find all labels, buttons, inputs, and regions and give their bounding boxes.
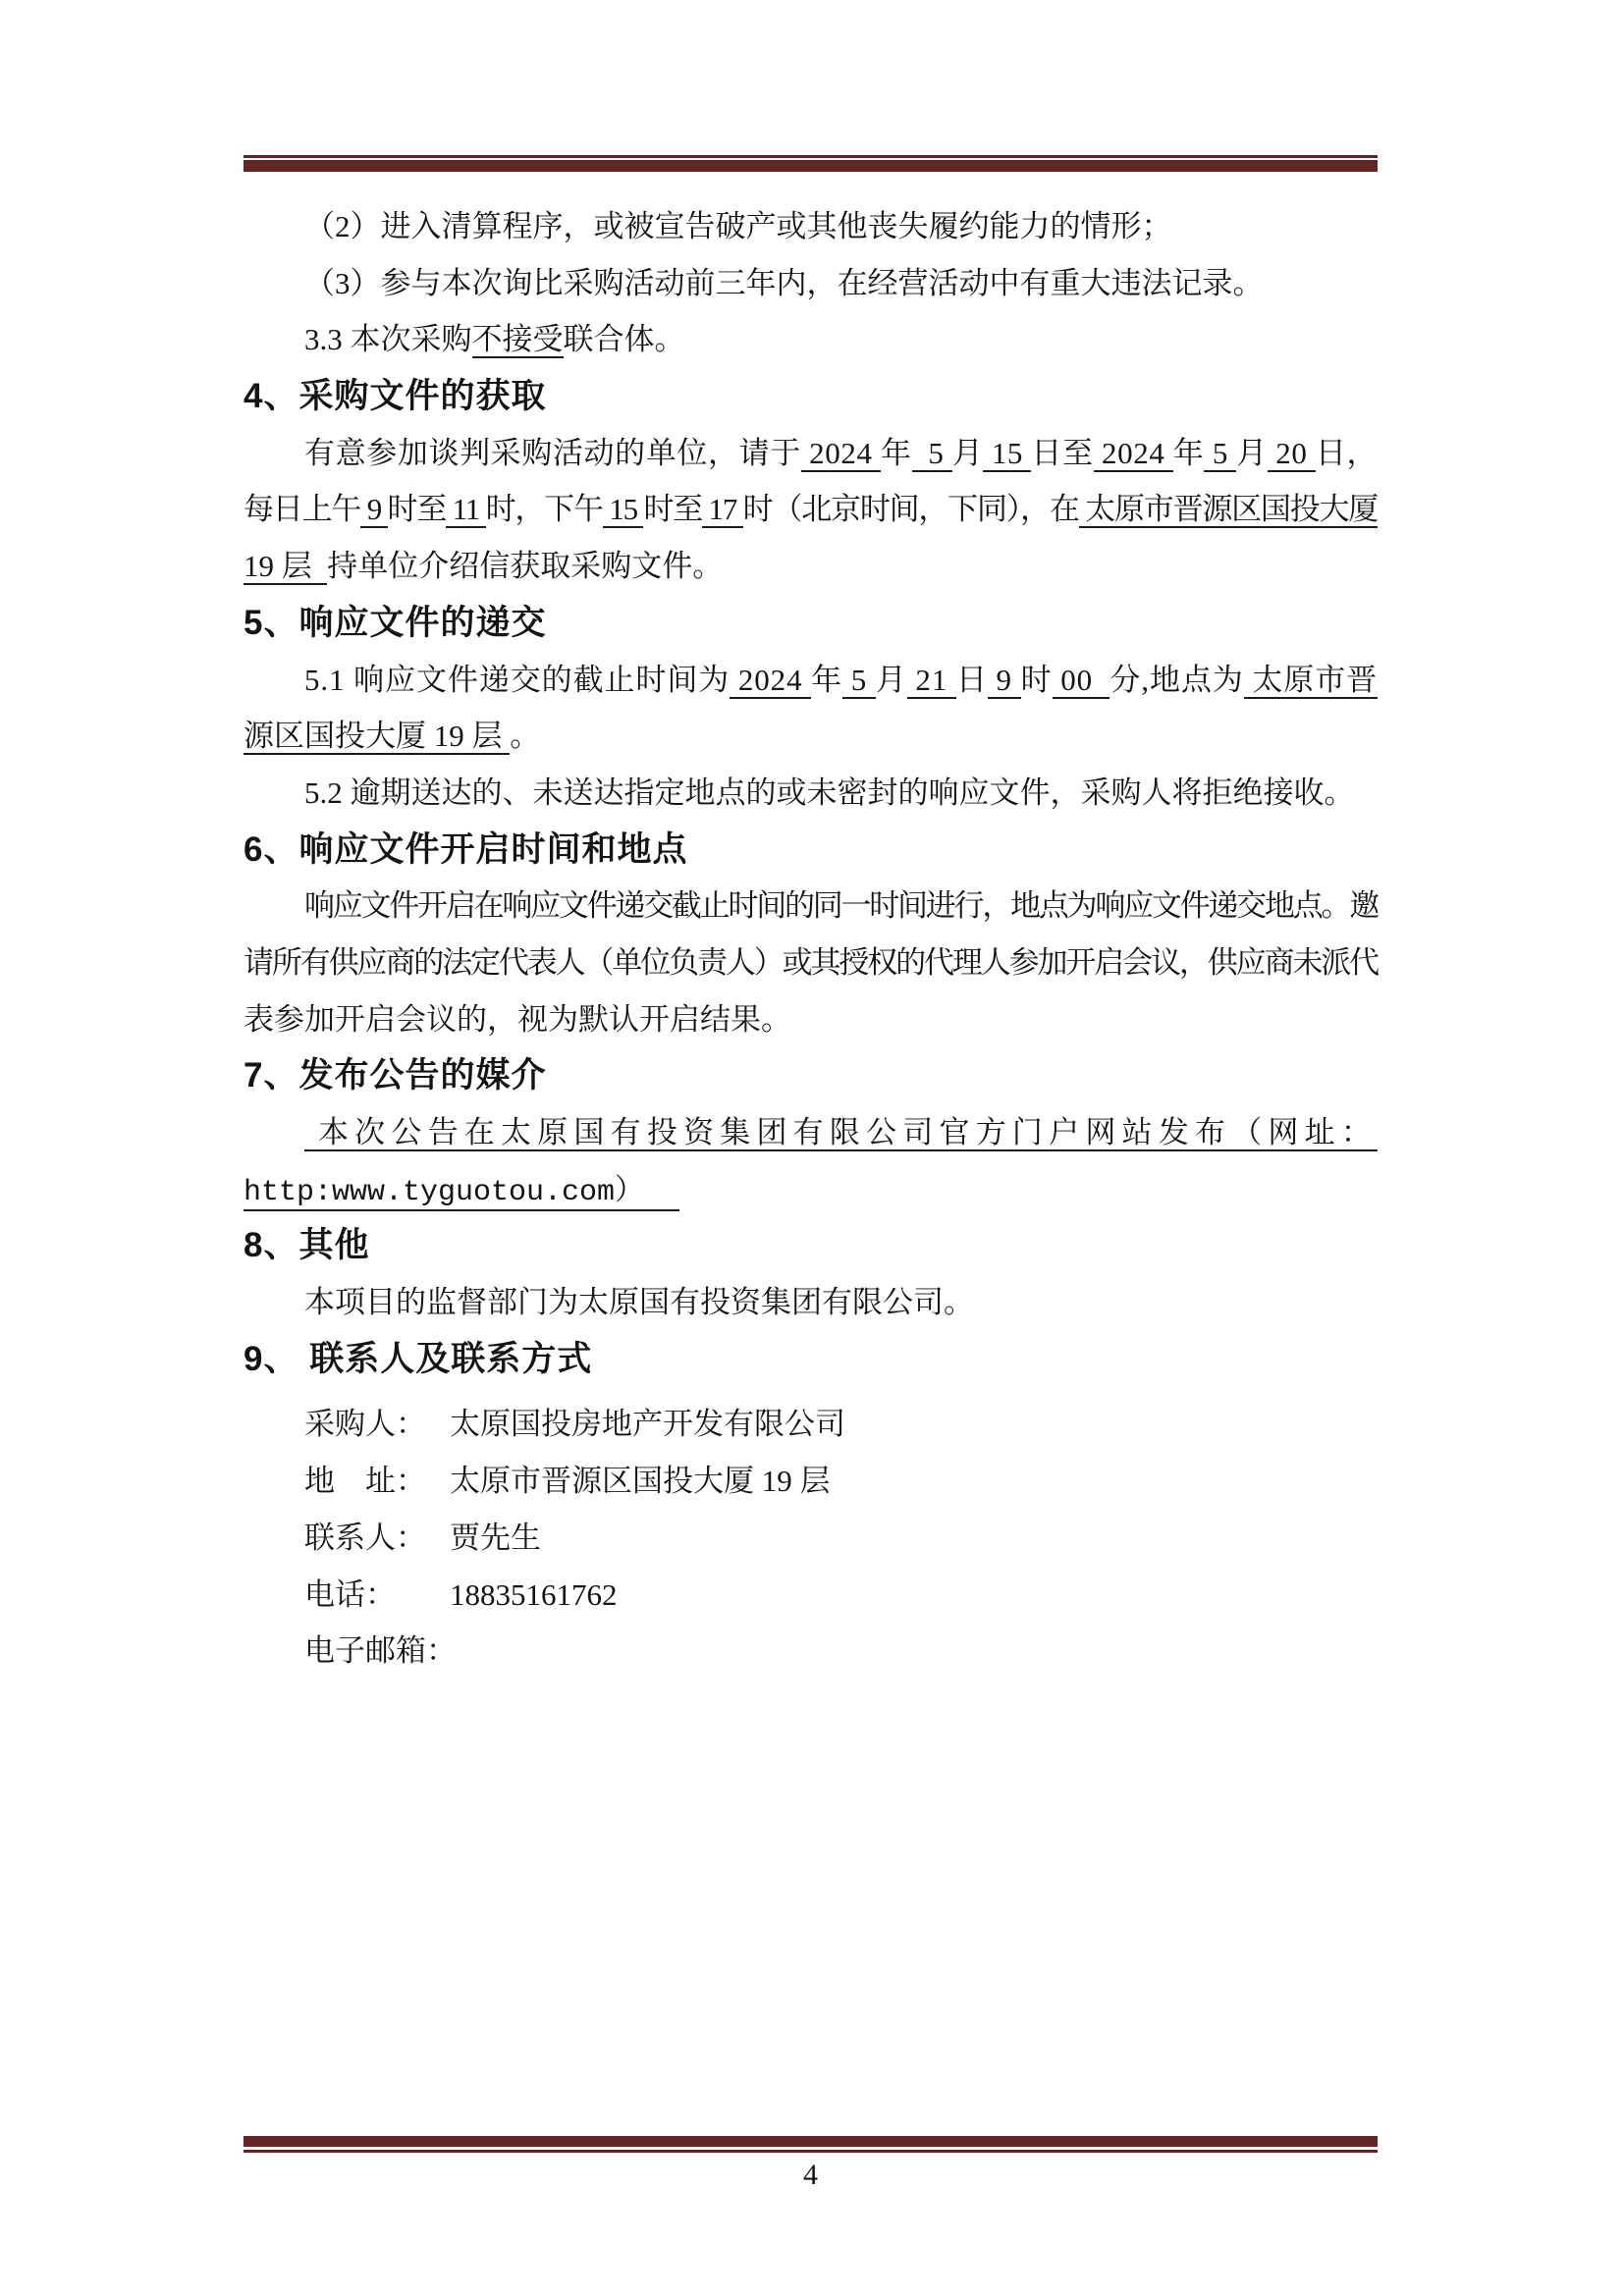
paragraph-line: 每日上午 9 时至 11 时，下午 15 时至 17 时（北京时间，下同），在 太原市晋源区国投大厦: [244, 492, 1379, 527]
paragraph-line: 5.2 逾期送达的、未送达指定地点的或未密封的响应文件，采购人将拒绝接收。: [304, 774, 1355, 810]
paragraph-line: 响应文件开启在响应文件递交截止时间的同一时间进行，地点为响应文件递交地点。邀: [304, 888, 1378, 924]
contact-value: 太原国投房地产开发有限公司: [450, 1407, 845, 1442]
paragraph-line: 请所有供应商的法定代表人（单位负责人）或其授权的代理人参加开启会议，供应商未派代: [244, 944, 1378, 980]
contact-row-purchaser: [244, 1396, 1378, 1453]
section-heading-7: 7、发布公告的媒介: [244, 1056, 547, 1095]
footer-rule-thin: [244, 2150, 1378, 2153]
paragraph-line: （2）进入清算程序，或被宣告破产或其他丧失履约能力的情形；: [304, 209, 1172, 243]
contact-label: 联系人：: [304, 1520, 426, 1555]
contact-label: 电话：: [304, 1576, 396, 1612]
paragraph-line: 有意参加谈判采购活动的单位，请于 2024 年 5 月 15 日至 2024 年 5 月 20 日，: [304, 435, 1379, 470]
paragraph-line: 本项目的监督部门为太原国有投资集团有限公司。: [304, 1285, 974, 1320]
section-heading-5: 5、响应文件的递交: [244, 603, 547, 642]
contact-value: 太原市晋源区国投大厦 19 层: [450, 1464, 831, 1499]
page-number: 4: [803, 2159, 818, 2191]
paragraph-line: 本次公告在太原国有投资集团有限公司官方门户网站发布（网址：: [304, 1115, 1378, 1149]
paragraph-line: http:www.tyguotou.com）: [244, 1175, 680, 1209]
footer-rule-thick: [244, 2136, 1378, 2147]
paragraph-line: 19 层 持单位介绍信获取采购文件。: [244, 549, 724, 584]
contact-row-address: [244, 1453, 1378, 1510]
section-heading-8: 8、其他: [244, 1226, 370, 1265]
section-heading-4: 4、采购文件的获取: [244, 377, 547, 416]
contact-value: 贾先生: [450, 1520, 541, 1555]
paragraph-line: 表参加开启会议的，视为默认开启结果。: [244, 1001, 791, 1037]
paragraph-line: 5.1 响应文件递交的截止时间为 2024 年 5 月 21 日 9 时 00 分,地点为 太原市晋: [304, 662, 1379, 697]
paragraph-line: 源区国投大厦 19 层 。: [244, 719, 541, 754]
section-heading-9: 9、 联系人及联系方式: [244, 1339, 593, 1378]
contact-row-contact: [244, 1510, 1378, 1567]
header-rule-thin: [244, 155, 1378, 158]
paragraph-line: （3）参与本次询比采购活动前三年内，在经营活动中有重大违法记录。: [304, 265, 1264, 300]
contact-row-email: [244, 1623, 1378, 1680]
contact-value: 18835161762: [450, 1576, 618, 1612]
paragraph-line: 3.3 本次采购不接受联合体。: [304, 322, 685, 357]
document-body: [244, 198, 1378, 1680]
contact-label: 采购人：: [304, 1407, 426, 1442]
contact-label: 地 址：: [304, 1464, 426, 1499]
contact-label: 电子邮箱：: [304, 1633, 457, 1669]
header-rule-thick: [244, 160, 1378, 172]
section-heading-6: 6、响应文件开启时间和地点: [244, 829, 688, 869]
contact-row-phone: [244, 1567, 1378, 1624]
